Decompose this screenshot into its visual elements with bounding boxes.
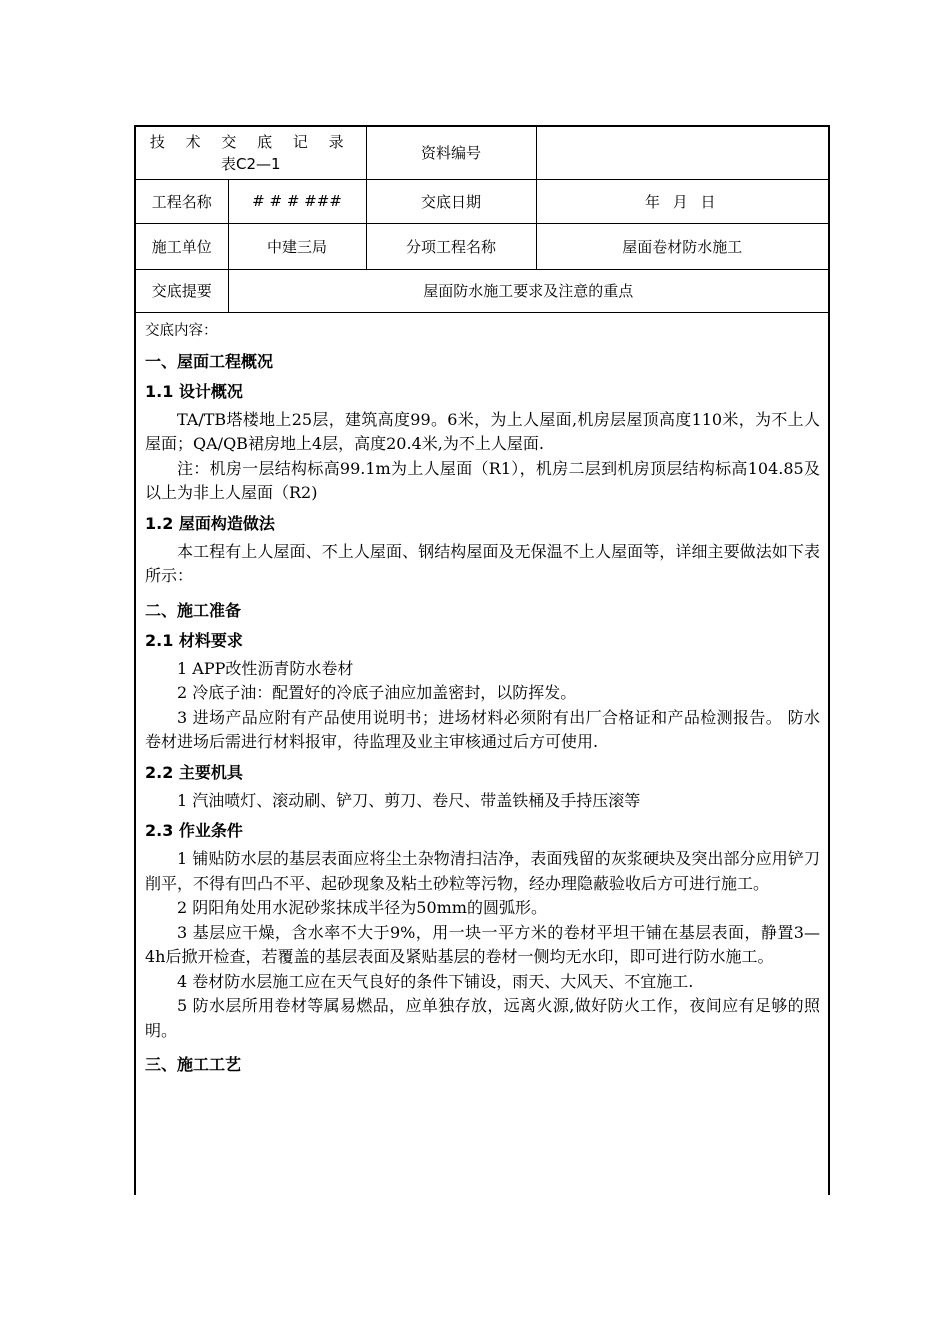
date-value[interactable]: 年 月 日 (536, 179, 828, 223)
disclosure-record-form (134, 125, 830, 1195)
design-note-text: 注：机房一层结构标高99.1m为上人屋面（R1），机房二层到机房顶层结构标高104.85及以上为非上人屋面（R2) (145, 458, 820, 502)
project-name-label: 工程名称 (136, 179, 228, 223)
subproject-value[interactable]: 屋面卷材防水施工 (536, 223, 828, 269)
content-label: 交底内容： (145, 322, 218, 339)
form-number: 表C2—1 (220, 154, 281, 173)
doc-no-value[interactable] (536, 127, 828, 179)
summary-label: 交底提要 (136, 269, 228, 312)
form-title-cell (136, 127, 366, 179)
date-label: 交底日期 (366, 179, 536, 223)
tools-item-1: 1 汽油喷灯、滚动刷、铲刀、剪刀、卷尺、带盖铁桶及手持压滚等 (177, 790, 641, 810)
header-table (136, 127, 828, 313)
material-item-2: 2 冷底子油：配置好的冷底子油应加盖密封，以防挥发。 (177, 683, 577, 702)
material-item-1: 1 APP改性沥青防水卷材 (177, 658, 354, 678)
disclosure-content (136, 313, 828, 1078)
roof-construction-text: 本工程有上人屋面、不上人屋面、钢结构屋面及无保温不上人屋面等，详细主要做法如下表所示： (145, 541, 820, 585)
section-2-heading: 二、施工准备 (145, 600, 242, 620)
section-1-1-heading: 1.1 设计概况 (145, 381, 243, 401)
contractor-value[interactable]: 中建三局 (228, 223, 366, 269)
section-2-1-heading: 2.1 材料要求 (145, 630, 243, 650)
condition-item-1: 1 铺贴防水层的基层表面应将尘土杂物清扫洁净，表面残留的灰浆硬块及突出部分应用铲刀削平，不得有凹凸不平、起砂现象及粘土砂粒等污物，经办理隐蔽验收后方可进行施工。 (145, 849, 820, 893)
form-title: 技 术 交 底 记 录 (149, 132, 352, 151)
section-3-heading: 三、施工工艺 (145, 1055, 242, 1074)
project-name-value[interactable]: # # # ### (228, 179, 366, 223)
subproject-label: 分项工程名称 (366, 223, 536, 269)
section-2-2-heading: 2.2 主要机具 (145, 762, 243, 782)
condition-item-4: 4 卷材防水层施工应在天气良好的条件下铺设，雨天、大风天、不宜施工. (177, 971, 694, 991)
material-item-3: 3 进场产品应附有产品使用说明书；进场材料必须附有出厂合格证和产品检测报告。 防水卷材进场后需进行材料报审，待监理及业主审核通过后方可使用. (145, 707, 820, 751)
condition-item-2: 2 阴阳角处用水泥砂浆抹成半径为50mm的圆弧形。 (177, 898, 547, 917)
condition-item-5: 5 防水层所用卷材等属易燃品，应单独存放，远离火源,做好防火工作，夜间应有足够的照明。 (145, 996, 820, 1040)
design-overview-text: TA/TB塔楼地上25层，建筑高度99。6米，为上人屋面,机房层屋顶高度110米，为不上人屋面；QA/QB裙房地上4层，高度20.4米,为不上人屋面. (145, 409, 820, 453)
doc-no-label: 资料编号 (366, 127, 536, 179)
section-2-3-heading: 2.3 作业条件 (145, 821, 243, 840)
section-1-2-heading: 1.2 屋面构造做法 (145, 513, 275, 533)
section-1-heading: 一、屋面工程概况 (145, 351, 274, 371)
contractor-label: 施工单位 (136, 223, 228, 269)
summary-value[interactable]: 屋面防水施工要求及注意的重点 (228, 269, 828, 312)
condition-item-3: 3 基层应干燥，含水率不大于9%，用一块一平方米的卷材平坦干铺在基层表面，静置3—4h后掀开检查，若覆盖的基层表面及紧贴基层的卷材一侧均无水印，即可进行防水施工。 (145, 922, 820, 966)
